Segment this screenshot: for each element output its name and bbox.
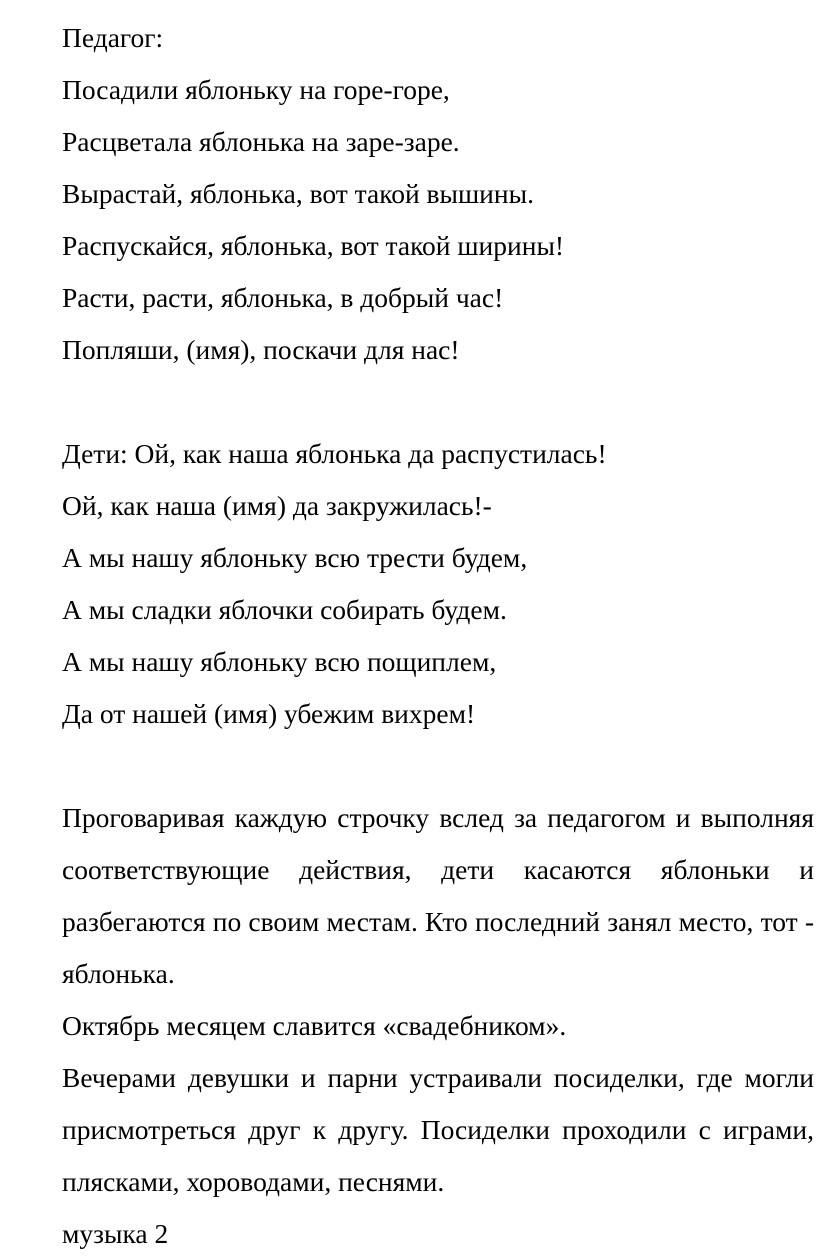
gatherings-paragraph: Вечерами девушки и парни устраивали посиделки, где могли присмотреться друг к другу. Посиделки проходили с играми, плясками, хороводами, песнями. [62,1062,814,1197]
verse-line: А мы сладки яблочки собирать будем. [62,594,507,625]
blank-line [62,376,814,428]
music-label: музыка 2 [62,1218,169,1249]
verse-line: Расцветала яблонька на заре-заре. [62,126,460,157]
verse-line: Расти, расти, яблонька, в добрый час! [62,282,504,313]
verse-line: Ой, как наша (имя) да закружилась!- [62,490,492,521]
verse-line: Да от нашей (имя) убежим вихрем! [62,698,476,729]
verse-line: Распускайся, яблонька, вот такой ширины! [62,230,565,261]
game-description-paragraph: Проговаривая каждую строчку вслед за педагогом и выполняя соответствующие действия, дети касаются яблоньки и разбегаются по своим местам. Кто последний занял место, тот - яблонька. [62,802,814,989]
document-body [62,12,814,1260]
verse-line: А мы нашу яблоньку всю пощиплем, [62,646,497,677]
verse-line: Посадили яблоньку на горе-горе, [62,74,450,105]
verse-line: Попляши, (имя), поскачи для нас! [62,334,460,365]
verse-line: А мы нашу яблоньку всю трести будем, [62,542,528,573]
verse-line: Дети: Ой, как наша яблонька да распустилась! [62,438,607,469]
verse-line: Вырастай, яблонька, вот такой вышины. [62,178,534,209]
teacher-label: Педагог: [62,22,164,53]
october-paragraph: Октябрь месяцем славится «свадебником». [62,1010,567,1041]
blank-line [62,740,814,792]
